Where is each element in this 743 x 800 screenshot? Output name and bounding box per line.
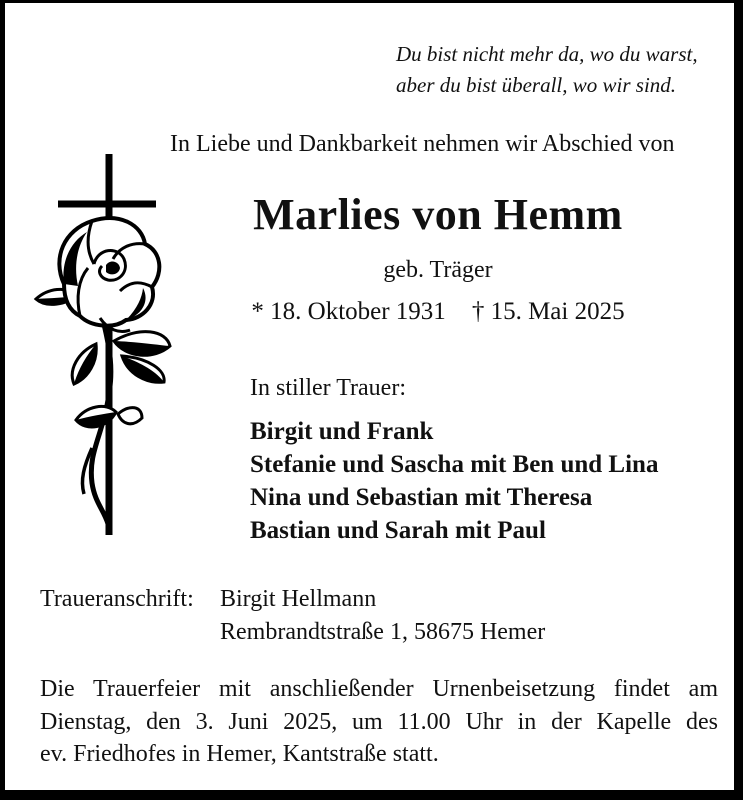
address-street: Rembrandtstraße 1, 58675 Hemer <box>220 619 546 645</box>
notice-sheet <box>5 3 734 790</box>
epigraph-line: aber du bist überall, wo wir sind. <box>396 73 677 97</box>
mourner-line: Birgit und Frank <box>250 418 434 445</box>
headline-column <box>118 3 743 790</box>
birth-name: geb. Träger <box>383 257 493 283</box>
mourner-line: Stefanie und Sascha mit Ben und Lina <box>250 451 659 478</box>
address-name: Birgit Hellmann <box>220 586 377 612</box>
funeral-info-line: Dienstag, den 3. Juni 2025, um 11.00 Uhr in der Kapelle des <box>40 708 718 735</box>
epigraph <box>396 39 698 101</box>
mourner-line: Nina und Sebastian mit Theresa <box>250 484 593 511</box>
condolence-address <box>40 583 545 649</box>
mourner-line: Bastian und Sarah mit Paul <box>250 517 546 544</box>
cross-with-rose-icon <box>30 148 205 543</box>
address-spacer <box>40 616 220 649</box>
funeral-info <box>40 673 718 771</box>
death-date: † 15. Mai 2025 <box>471 298 625 325</box>
address-label: Traueranschrift: <box>40 586 194 612</box>
funeral-info-line: Die Trauerfeier mit anschließender Urnenbeisetzung findet am <box>40 676 718 702</box>
deceased-name: Marlies von Hemm <box>253 190 623 239</box>
funeral-info-line: ev. Friedhofes in Hemer, Kantstraße statt. <box>40 741 439 767</box>
birth-date: * 18. Oktober 1931 <box>251 298 446 325</box>
mourning-label: In stiller Trauer: <box>250 375 406 401</box>
life-dates <box>118 296 743 328</box>
epigraph-line: Du bist nicht mehr da, wo du warst, <box>396 42 698 66</box>
mourners-list <box>250 415 658 547</box>
intro-text: In Liebe und Dankbarkeit nehmen wir Abschied von <box>170 131 675 157</box>
